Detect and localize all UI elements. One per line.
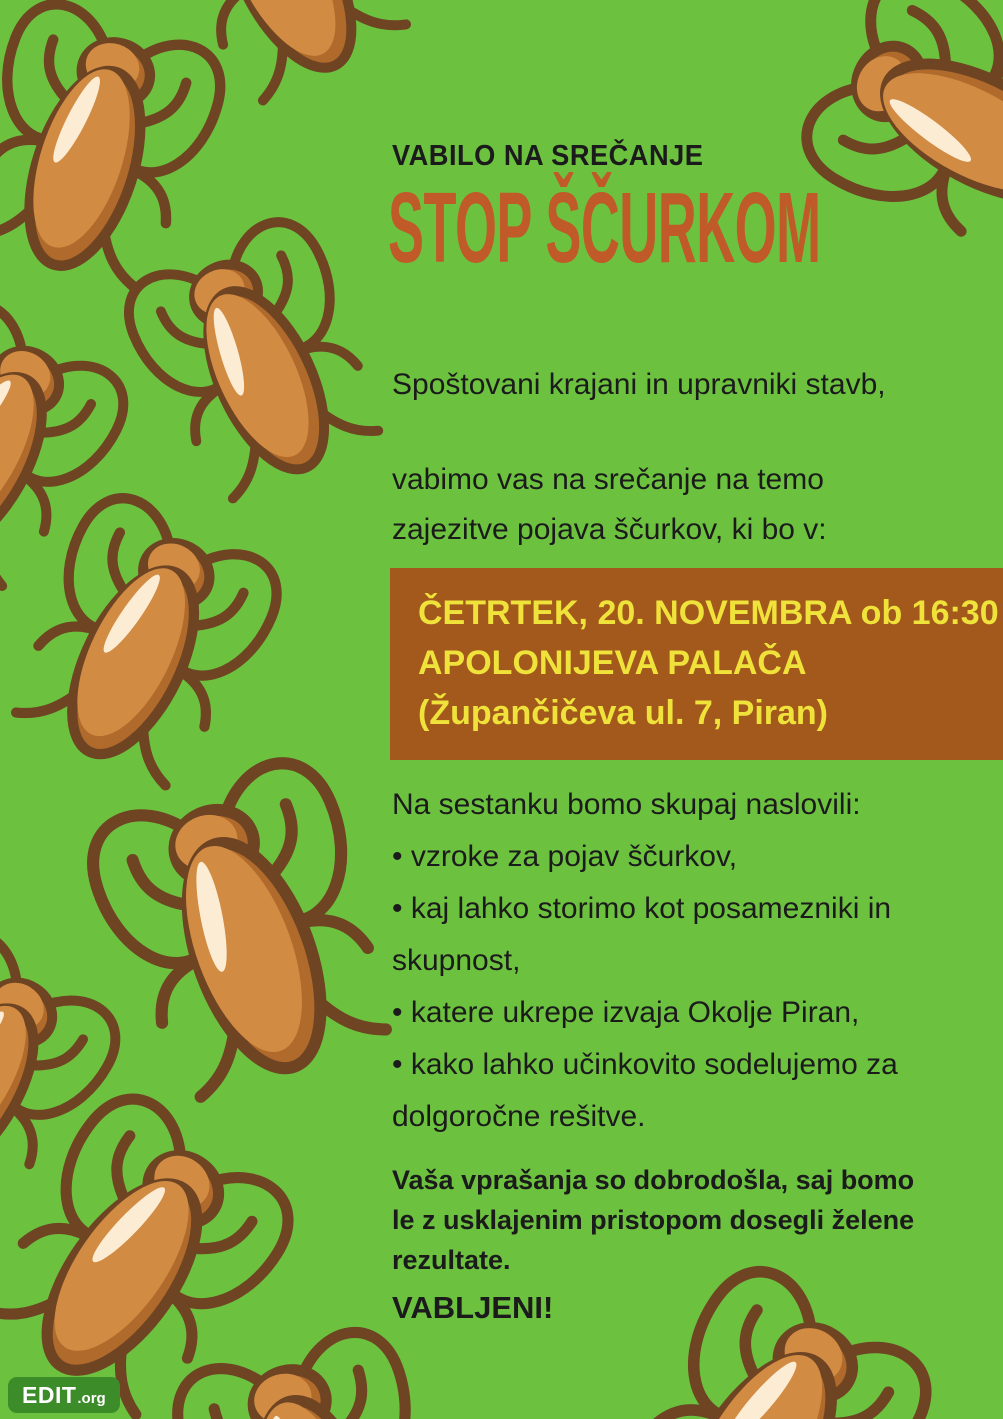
text-line: rezultate. [392,1245,511,1275]
venue-details [418,588,999,738]
text-line: dolgoročne rešitve. [392,1100,646,1133]
agenda-list [392,831,898,1143]
text-line: • kaj lahko storimo kot posamezniki in [392,892,892,925]
text-line: • katere ukrepe izvaja Okolje Piran, [392,996,860,1029]
greeting-text: Spoštovani krajani in upravniki stavb, [392,368,886,401]
agenda-heading: Na sestanku bomo skupaj naslovili: [392,788,861,821]
editorg-watermark[interactable] [8,1377,120,1413]
text-line: zajezitve pojava ščurkov, ki bo v: [392,513,827,546]
text-line: skupnost, [392,944,521,977]
page-title: STOP ŠČURKOM [388,172,821,284]
agenda-section [392,779,898,1143]
text-line: le z usklajenim pristopom dosegli želene [392,1205,915,1235]
watermark-brand: EDIT [22,1382,77,1408]
intro-text [392,455,827,555]
kicker: VABILO NA SREČANJE [392,140,704,172]
cta-text: VABLJENI! [392,1290,554,1325]
text-line: vabimo vas na srečanje na temo [392,463,824,496]
closing-text [392,1160,914,1280]
text-line: (Župančičeva ul. 7, Piran) [418,694,829,732]
watermark-tld: .org [77,1390,106,1407]
venue-box [390,568,1003,760]
text-line: • kako lahko učinkovito sodelujemo za [392,1048,898,1081]
text-line: • vzroke za pojav ščurkov, [392,840,738,873]
text-line: Vaša vprašanja so dobrodošla, saj bomo [392,1165,915,1195]
text-line: APOLONIJEVA PALAČA [418,644,807,682]
text-line: ČETRTEK, 20. NOVEMBRA ob 16:30 [418,594,999,632]
